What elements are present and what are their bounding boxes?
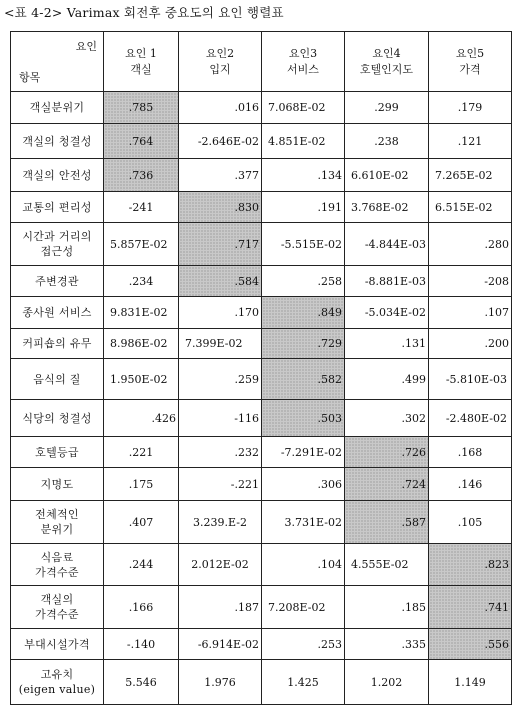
loading-cell: .764 [104, 124, 179, 159]
eigenvalue-cell: 1.425 [262, 660, 345, 705]
loading-cell: .170 [179, 297, 262, 329]
row-label: 호텔등급 [11, 437, 104, 468]
loading-cell: .407 [104, 501, 179, 544]
table-row [11, 192, 512, 223]
table-caption: <표 4-2> Varimax 회전후 중요도의 요인 행렬표 [4, 5, 284, 20]
row-label: 주변경관 [11, 266, 104, 297]
loading-cell: 6.515E-02 [429, 192, 512, 223]
loading-cell: .306 [262, 468, 345, 501]
loading-cell: .259 [179, 359, 262, 400]
loading-cell: 8.986E-02 [104, 329, 179, 359]
loading-cell: .258 [262, 266, 345, 297]
loading-cell: -7.291E-02 [262, 437, 345, 468]
loading-cell: 5.857E-02 [104, 223, 179, 266]
row-label: 종사원 서비스 [11, 297, 104, 329]
loading-cell: 9.831E-02 [104, 297, 179, 329]
loading-cell: .131 [345, 329, 429, 359]
loading-cell: .238 [345, 124, 429, 159]
row-label: 고유치 (eigen value) [11, 660, 104, 705]
corner-header [11, 32, 104, 92]
loading-cell: .104 [262, 544, 345, 586]
loading-cell: .016 [179, 92, 262, 124]
column-header-factor4: 요인4 호텔인지도 [345, 32, 429, 92]
loading-cell: .503 [262, 400, 345, 437]
column-header-factor3: 요인3 서비스 [262, 32, 345, 92]
loading-cell: -.221 [179, 468, 262, 501]
loading-cell: -5.034E-02 [345, 297, 429, 329]
column-header-factor5: 요인5 가격 [429, 32, 512, 92]
table-row [11, 297, 512, 329]
loading-cell: -.140 [104, 629, 179, 660]
loading-cell: -6.914E-02 [179, 629, 262, 660]
loading-cell: .785 [104, 92, 179, 124]
row-label: 객실의 청결성 [11, 124, 104, 159]
header-row [11, 32, 512, 92]
loading-cell: .556 [429, 629, 512, 660]
table-row [11, 501, 512, 544]
loading-cell: .175 [104, 468, 179, 501]
loading-cell: .377 [179, 159, 262, 192]
eigenvalue-row [11, 660, 512, 705]
table-row [11, 468, 512, 501]
loading-cell: .426 [104, 400, 179, 437]
loading-cell: 7.068E-02 [262, 92, 345, 124]
eigenvalue-cell: 1.202 [345, 660, 429, 705]
loading-cell: .121 [429, 124, 512, 159]
corner-factor-label: 요인 [75, 40, 97, 53]
loading-cell: .499 [345, 359, 429, 400]
loading-cell: -2.646E-02 [179, 124, 262, 159]
loading-cell: 4.851E-02 [262, 124, 345, 159]
row-label: 객실의 가격수준 [11, 586, 104, 629]
loading-cell: .105 [429, 501, 512, 544]
loading-cell: .726 [345, 437, 429, 468]
loading-cell: 1.950E-02 [104, 359, 179, 400]
loading-cell: .168 [429, 437, 512, 468]
table-row [11, 359, 512, 400]
loading-cell: .741 [429, 586, 512, 629]
table-row [11, 544, 512, 586]
loading-cell: 3.731E-02 [262, 501, 345, 544]
corner-item-label: 항목 [19, 71, 41, 84]
loading-cell: -241 [104, 192, 179, 223]
row-label: 지명도 [11, 468, 104, 501]
loading-cell: .717 [179, 223, 262, 266]
loading-cell: 7.208E-02 [262, 586, 345, 629]
loading-cell: .166 [104, 586, 179, 629]
loading-cell: .134 [262, 159, 345, 192]
loading-cell: .302 [345, 400, 429, 437]
loading-cell: -2.480E-02 [429, 400, 512, 437]
loading-cell: .185 [345, 586, 429, 629]
table-row [11, 437, 512, 468]
loading-cell: 7.399E-02 [179, 329, 262, 359]
table-row [11, 92, 512, 124]
row-label: 시간과 거리의 접근성 [11, 223, 104, 266]
row-label: 전체적인 분위기 [11, 501, 104, 544]
loading-cell: -208 [429, 266, 512, 297]
row-label: 식당의 청결성 [11, 400, 104, 437]
table-row [11, 223, 512, 266]
loading-cell: .200 [429, 329, 512, 359]
loading-cell: .234 [104, 266, 179, 297]
loading-cell: .584 [179, 266, 262, 297]
loading-cell: -5.810E-03 [429, 359, 512, 400]
loading-cell: .830 [179, 192, 262, 223]
loading-cell: -8.881E-03 [345, 266, 429, 297]
loading-cell: -116 [179, 400, 262, 437]
table-row [11, 266, 512, 297]
loading-cell: .191 [262, 192, 345, 223]
loading-cell: .107 [429, 297, 512, 329]
eigenvalue-cell: 1.149 [429, 660, 512, 705]
loading-cell: .221 [104, 437, 179, 468]
row-label: 객실의 안전성 [11, 159, 104, 192]
loading-cell: .299 [345, 92, 429, 124]
loading-cell: -5.515E-02 [262, 223, 345, 266]
loading-cell: 3.768E-02 [345, 192, 429, 223]
row-label: 음식의 질 [11, 359, 104, 400]
loading-cell: .823 [429, 544, 512, 586]
loading-cell: .335 [345, 629, 429, 660]
table-row [11, 124, 512, 159]
table-row [11, 586, 512, 629]
table-row [11, 629, 512, 660]
row-label: 객실분위기 [11, 92, 104, 124]
table-row [11, 400, 512, 437]
loading-cell: .253 [262, 629, 345, 660]
loading-cell: 4.555E-02 [345, 544, 429, 586]
loading-cell: .280 [429, 223, 512, 266]
loading-cell: .244 [104, 544, 179, 586]
row-label: 부대시설가격 [11, 629, 104, 660]
table-row [11, 329, 512, 359]
loading-cell: .729 [262, 329, 345, 359]
loading-cell: .724 [345, 468, 429, 501]
loading-cell: .582 [262, 359, 345, 400]
loading-cell: .587 [345, 501, 429, 544]
loading-cell: .146 [429, 468, 512, 501]
row-label: 커피숍의 유무 [11, 329, 104, 359]
loading-cell: 6.610E-02 [345, 159, 429, 192]
loading-cell: .179 [429, 92, 512, 124]
eigenvalue-cell: 1.976 [179, 660, 262, 705]
loading-cell: .232 [179, 437, 262, 468]
eigenvalue-cell: 5.546 [104, 660, 179, 705]
loading-cell: -4.844E-03 [345, 223, 429, 266]
factor-matrix-table [10, 31, 512, 705]
loading-cell: 7.265E-02 [429, 159, 512, 192]
table-row [11, 159, 512, 192]
row-label: 교통의 편리성 [11, 192, 104, 223]
column-header-factor1: 요인 1 객실 [104, 32, 179, 92]
loading-cell: 2.012E-02 [179, 544, 262, 586]
loading-cell: .849 [262, 297, 345, 329]
column-header-factor2: 요인2 입지 [179, 32, 262, 92]
loading-cell: .187 [179, 586, 262, 629]
loading-cell: 3.239.E-2 [179, 501, 262, 544]
loading-cell: .736 [104, 159, 179, 192]
row-label: 식음료 가격수준 [11, 544, 104, 586]
